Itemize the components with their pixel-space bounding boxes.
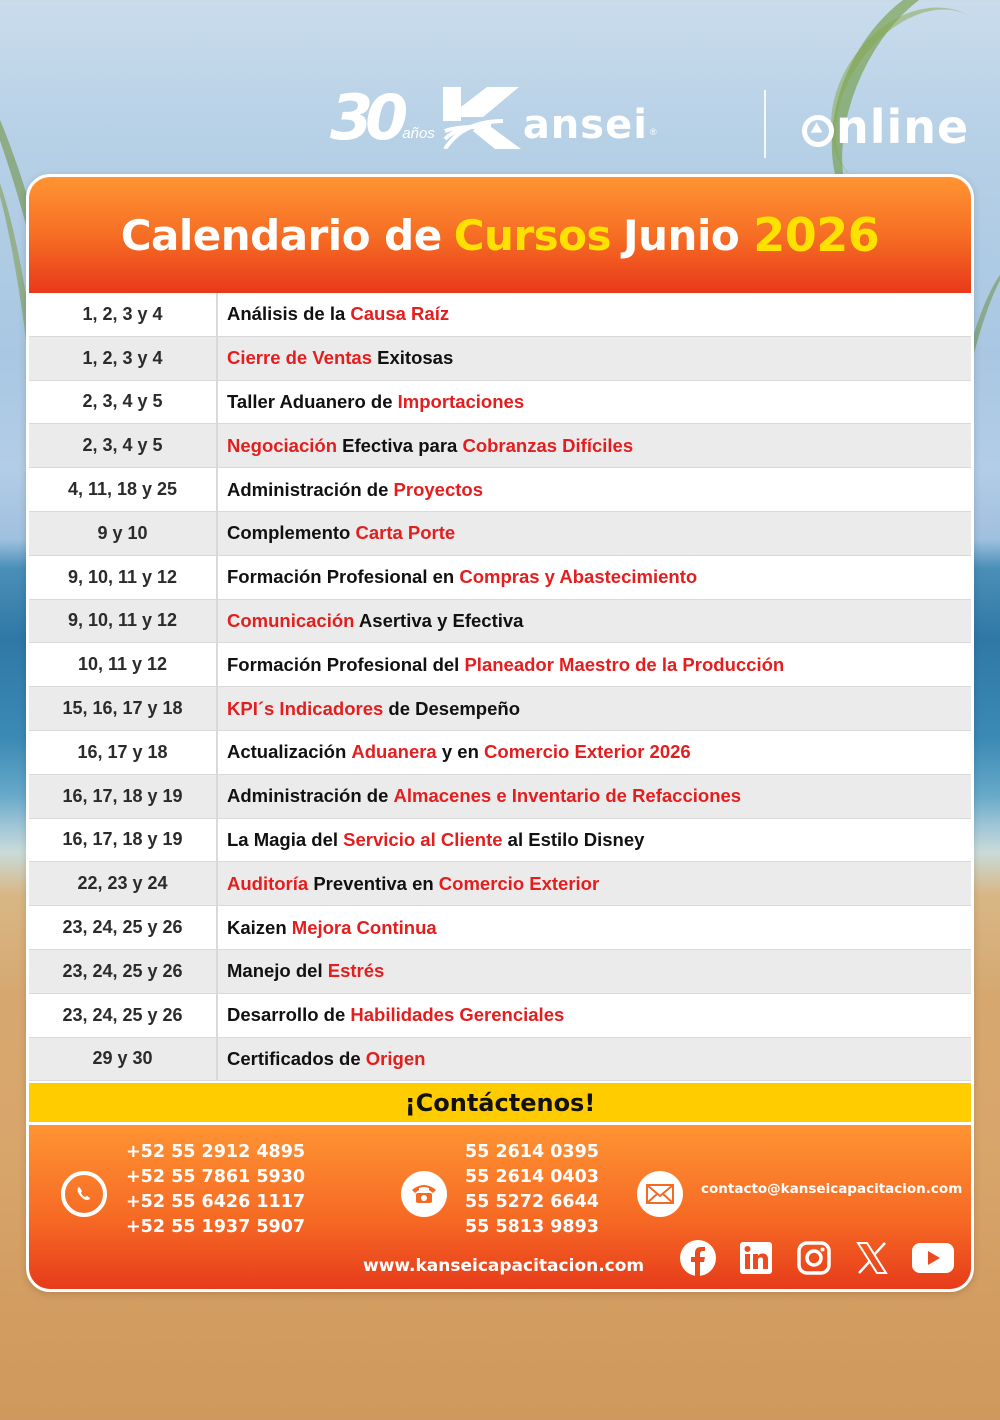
course-title (218, 512, 971, 555)
course-title-highlight: Auditoría (227, 872, 309, 894)
course-title-text: Kaizen (227, 916, 292, 938)
course-title (218, 643, 971, 686)
envelope-icon[interactable] (637, 1171, 683, 1217)
course-dates: 10, 11 y 12 (29, 643, 218, 686)
course-title-text: Preventiva en (308, 872, 439, 894)
course-dates: 23, 24, 25 y 26 (29, 950, 218, 993)
contact-heading-text: ¡Contáctenos! (404, 1088, 596, 1117)
table-row (29, 337, 971, 381)
whatsapp-number[interactable]: +52 55 7861 5930 (126, 1167, 306, 1187)
facebook-icon[interactable] (679, 1239, 717, 1277)
table-row (29, 1038, 971, 1082)
course-dates: 1, 2, 3 y 4 (29, 337, 218, 380)
globe-cursor-icon (802, 115, 834, 147)
telephone-icon[interactable] (401, 1171, 447, 1217)
course-title (218, 293, 971, 336)
course-title-highlight: Almacenes e Inventario de Refacciones (393, 785, 742, 807)
table-row (29, 731, 971, 775)
phone-number[interactable]: 55 5272 6644 (465, 1192, 599, 1212)
course-title-highlight: Negociación (227, 434, 337, 456)
course-title-highlight: Estrés (327, 960, 385, 982)
course-title-highlight: Compras y Abastecimiento (459, 566, 698, 588)
course-title-text: Administración de (227, 785, 394, 807)
course-title (218, 819, 971, 862)
course-title-text: Desarrollo de (227, 1004, 351, 1026)
course-dates: 16, 17 y 18 (29, 731, 218, 774)
course-title-highlight: Habilidades Gerenciales (350, 1004, 565, 1026)
course-schedule-table (29, 293, 971, 1081)
table-row (29, 819, 971, 863)
whatsapp-icon[interactable] (61, 1171, 107, 1217)
course-title (218, 337, 971, 380)
course-dates: 1, 2, 3 y 4 (29, 293, 218, 336)
anniversary-number: 30 (330, 81, 401, 154)
table-row (29, 600, 971, 644)
whatsapp-number[interactable]: +52 55 1937 5907 (126, 1217, 306, 1237)
course-dates: 15, 16, 17 y 18 (29, 687, 218, 730)
kansei-k-mark-icon (443, 87, 521, 149)
course-title (218, 775, 971, 818)
page-title (29, 177, 971, 293)
course-title (218, 906, 971, 949)
online-logo (802, 100, 969, 154)
course-title-text: al Estilo Disney (502, 828, 645, 850)
course-dates: 2, 3, 4 y 5 (29, 381, 218, 424)
course-title-text: Administración de (227, 478, 394, 500)
course-title-highlight: Proyectos (393, 478, 483, 500)
course-title (218, 862, 971, 905)
course-dates: 9 y 10 (29, 512, 218, 555)
course-title-text: Formación Profesional del (227, 653, 465, 675)
online-label: nline (836, 100, 970, 154)
contact-heading (29, 1081, 971, 1125)
course-title (218, 994, 971, 1037)
table-row (29, 906, 971, 950)
title-part-1: Calendario de (120, 210, 442, 260)
social-links (679, 1239, 955, 1277)
course-title (218, 556, 971, 599)
registered-mark: ® (649, 127, 657, 137)
course-dates: 16, 17, 18 y 19 (29, 819, 218, 862)
phone-number-list (465, 1140, 599, 1240)
course-title-highlight: Comunicación (227, 609, 355, 631)
course-title-highlight: KPI´s Indicadores (227, 697, 384, 719)
course-dates: 22, 23 y 24 (29, 862, 218, 905)
course-dates: 23, 24, 25 y 26 (29, 906, 218, 949)
course-title (218, 731, 971, 774)
course-title-highlight: Comercio Exterior 2026 (484, 741, 691, 763)
table-row (29, 293, 971, 337)
table-row (29, 994, 971, 1038)
course-title (218, 1038, 971, 1081)
course-dates: 23, 24, 25 y 26 (29, 994, 218, 1037)
phone-number[interactable]: 55 2614 0403 (465, 1167, 599, 1187)
course-dates: 9, 10, 11 y 12 (29, 556, 218, 599)
course-dates: 2, 3, 4 y 5 (29, 424, 218, 467)
course-title-text: Manejo del (227, 960, 328, 982)
course-title-text: y en (436, 741, 485, 763)
table-row (29, 424, 971, 468)
course-title-text: Taller Aduanero de (227, 390, 398, 412)
course-title-highlight: Servicio al Cliente (343, 828, 503, 850)
table-row (29, 950, 971, 994)
course-title (218, 687, 971, 730)
course-title (218, 381, 971, 424)
course-title-text: Certificados de (227, 1047, 366, 1069)
course-title-text: Asertiva y Efectiva (354, 609, 524, 631)
course-title-text: de Desempeño (383, 697, 521, 719)
kansei-logo (330, 78, 657, 158)
title-year: 2026 (753, 208, 880, 262)
contact-panel (29, 1125, 971, 1292)
whatsapp-number[interactable]: +52 55 2912 4895 (126, 1142, 306, 1162)
course-title-text: Complemento (227, 522, 356, 544)
course-dates: 9, 10, 11 y 12 (29, 600, 218, 643)
whatsapp-number[interactable]: +52 55 6426 1117 (126, 1192, 306, 1212)
course-title-highlight: Importaciones (397, 390, 525, 412)
course-title-highlight: Cobranzas Difíciles (462, 434, 634, 456)
course-title-text: Efectiva para (337, 434, 463, 456)
course-title-text: Análisis de la (227, 303, 351, 325)
logo-divider (764, 90, 766, 158)
table-row (29, 468, 971, 512)
course-title-highlight: Aduanera (351, 741, 437, 763)
email-link[interactable]: contacto@kanseicapacitacion.com (701, 1181, 963, 1197)
course-title (218, 950, 971, 993)
course-calendar-card (26, 174, 974, 1292)
course-title-highlight: Comercio Exterior (438, 872, 600, 894)
course-title-highlight: Causa Raíz (350, 303, 450, 325)
course-title (218, 424, 971, 467)
whatsapp-number-list (126, 1140, 305, 1240)
course-title-highlight: Carta Porte (355, 522, 456, 544)
anniversary-word: años (402, 124, 435, 142)
table-row (29, 643, 971, 687)
table-row (29, 556, 971, 600)
website-link[interactable]: www.kanseicapacitacion.com (363, 1256, 645, 1276)
course-title (218, 600, 971, 643)
x-icon[interactable] (853, 1239, 891, 1277)
table-row (29, 687, 971, 731)
course-title (218, 468, 971, 511)
course-title-text: Formación Profesional en (227, 566, 460, 588)
course-title-highlight: Mejora Continua (291, 916, 437, 938)
brand-name: ansei (522, 102, 648, 148)
phone-number[interactable]: 55 2614 0395 (465, 1142, 599, 1162)
course-dates: 29 y 30 (29, 1038, 218, 1081)
course-dates: 16, 17, 18 y 19 (29, 775, 218, 818)
linkedin-icon[interactable] (737, 1239, 775, 1277)
table-row (29, 381, 971, 425)
course-title-text: Actualización (227, 741, 352, 763)
phone-number[interactable]: 55 5813 9893 (465, 1217, 599, 1237)
course-dates: 4, 11, 18 y 25 (29, 468, 218, 511)
table-row (29, 775, 971, 819)
table-row (29, 512, 971, 556)
youtube-icon[interactable] (911, 1239, 955, 1277)
course-title-highlight: Origen (365, 1047, 426, 1069)
course-title-text: La Magia del (227, 828, 344, 850)
title-part-2: Junio (623, 210, 740, 260)
title-highlight: Cursos (453, 210, 612, 260)
course-title-highlight: Planeador Maestro de la Producción (464, 653, 785, 675)
table-row (29, 862, 971, 906)
instagram-icon[interactable] (795, 1239, 833, 1277)
course-title-text: Exitosas (372, 347, 454, 369)
course-title-highlight: Cierre de Ventas (227, 347, 372, 369)
